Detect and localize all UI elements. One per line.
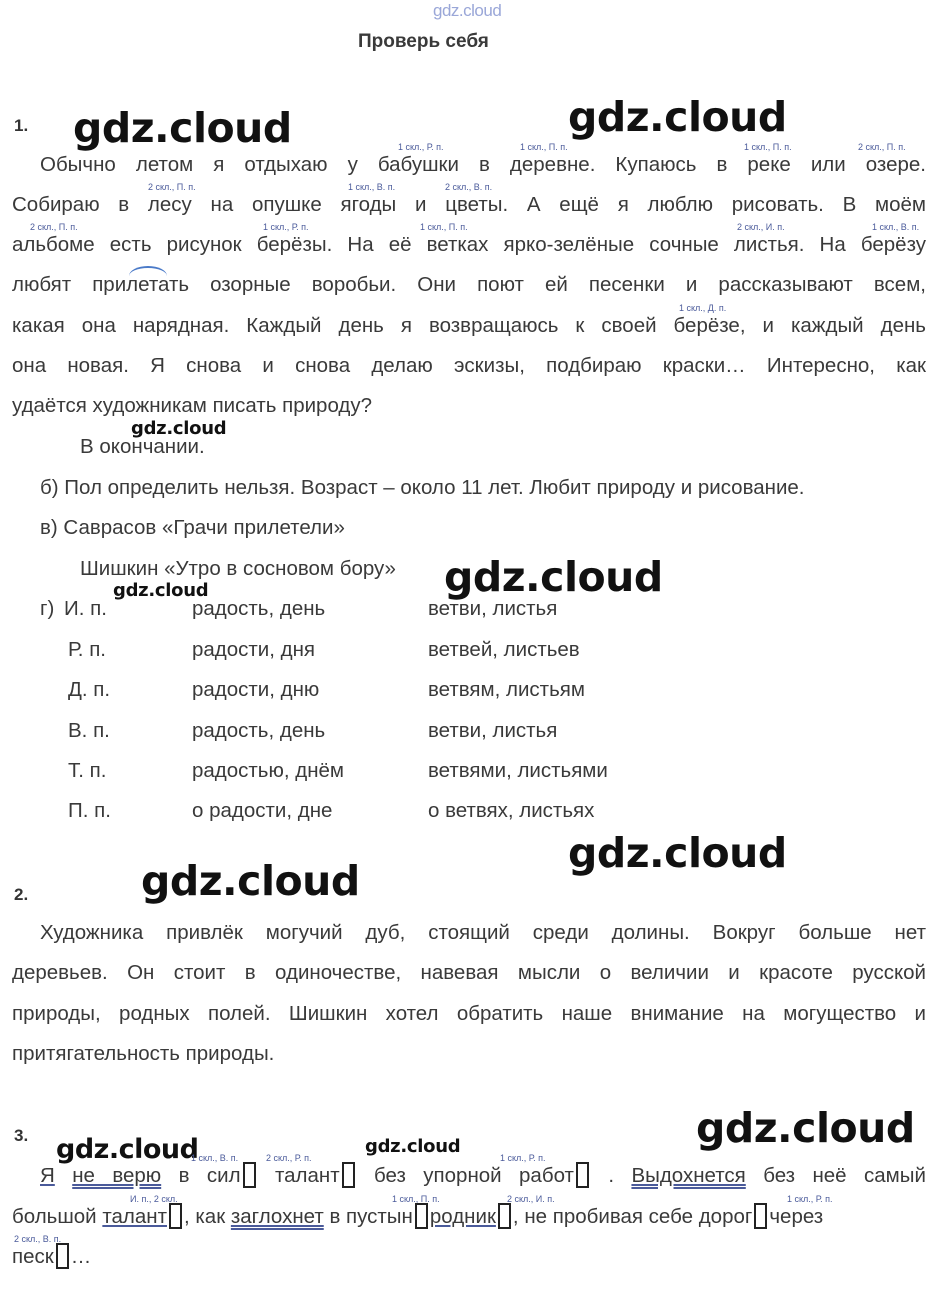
annotation: 2 скл., П. п.: [30, 222, 78, 232]
case-plural: о ветвях, листьях: [428, 799, 595, 822]
annotation: 1 скл., Р. п.: [263, 222, 309, 232]
case-singular: радость, день: [192, 597, 326, 620]
case-plural: ветви, листья: [428, 719, 558, 742]
case-label: Т. п.: [68, 759, 107, 782]
answer-v1: в) Саврасов «Грачи прилетели»: [40, 516, 345, 539]
subject-word: Я: [40, 1164, 55, 1187]
word: упорной: [423, 1164, 502, 1187]
word: без неё самый: [763, 1164, 926, 1187]
ending-box: [56, 1243, 69, 1269]
annotation: 1 скл., В. п.: [191, 1153, 239, 1163]
word: большой: [12, 1205, 97, 1228]
word-stem: работ: [519, 1164, 574, 1187]
annotation: 2 скл., И. п.: [737, 222, 785, 232]
predicate-word: Выдохнется: [631, 1164, 746, 1187]
text-line: Художника привлёк могучий дуб, стоящий среди долины. Вокруг больше нет: [40, 921, 926, 944]
watermark: gdz.cloud: [56, 1134, 199, 1165]
ending-box: [576, 1162, 589, 1188]
word-with-ending: [207, 1164, 258, 1187]
text-line: удаётся художникам писать природу?: [12, 394, 373, 417]
text-line: [12, 1242, 926, 1272]
watermark: gdz.cloud: [444, 553, 663, 601]
task-number: 3.: [14, 1126, 29, 1145]
text-line: какая она нарядная. Каждый день я возвращаюсь к своей берёзе, и каждый день: [12, 314, 926, 337]
word-stem: , не пробивая себе дорог: [512, 1205, 753, 1228]
subject-word: [102, 1205, 167, 1228]
answer-v2: Шишкин «Утро в сосновом бору»: [80, 557, 396, 580]
ending-box: [754, 1203, 767, 1229]
ending-box: [415, 1203, 428, 1229]
annotation: 2 скл., П. п.: [148, 182, 196, 192]
word-stem: в пустын: [329, 1205, 413, 1228]
word: в: [178, 1164, 190, 1187]
case-plural: ветвям, листьям: [428, 678, 585, 701]
word-stem: песк: [12, 1245, 54, 1268]
word-with-ending: [519, 1164, 591, 1187]
annotation: 1 скл., П. п.: [420, 222, 468, 232]
watermark: gdz.cloud: [131, 418, 227, 439]
annotation: И. п., 2 скл.: [130, 1194, 178, 1204]
punctuation: …: [70, 1245, 92, 1268]
annotation: 1 скл., Д. п.: [679, 303, 727, 313]
predicate-word: не верю: [72, 1164, 162, 1187]
case-label: П. п.: [68, 799, 111, 822]
word-with-ending: [275, 1164, 357, 1187]
predicate-word: заглохнет: [230, 1205, 324, 1228]
watermark: gdz.cloud: [73, 104, 292, 152]
case-singular: радостью, днём: [192, 759, 345, 782]
text-line: Обычно летом я отдыхаю у бабушки в деревне. Купаюсь в реке или озере.: [40, 153, 926, 176]
ending-box: [169, 1203, 182, 1229]
case-label: И. п.: [64, 597, 107, 620]
header-watermark: gdz.cloud: [433, 1, 502, 20]
text-line: [40, 1161, 926, 1191]
watermark: gdz.cloud: [113, 580, 209, 601]
annotation: 1 скл., П. п.: [520, 142, 568, 152]
case-singular: радости, дню: [192, 678, 320, 701]
text-line: она новая. Я снова и снова делаю эскизы, подбираю краски… Интересно, как: [12, 354, 926, 377]
case-label: Р. п.: [68, 638, 106, 661]
word: через: [769, 1205, 824, 1228]
punctuation: .: [608, 1164, 615, 1187]
word-stem: талант: [274, 1164, 340, 1187]
text-line: природы, родных полей. Шишкин хотел обратить наше внимание на могущество и: [12, 1002, 926, 1025]
ending-box: [498, 1203, 511, 1229]
word-stem: талант: [102, 1205, 167, 1228]
watermark: gdz.cloud: [568, 93, 787, 141]
case-label: Д. п.: [68, 678, 111, 701]
annotation: 1 скл., П. п.: [744, 142, 792, 152]
annotation: 2 скл., В. п.: [445, 182, 493, 192]
case-plural: ветвей, листьев: [428, 638, 580, 661]
case-label: В. п.: [68, 719, 110, 742]
text-line: [12, 1202, 926, 1232]
watermark: gdz.cloud: [365, 1136, 461, 1157]
word: без: [374, 1164, 406, 1187]
watermark: gdz.cloud: [568, 829, 787, 877]
ending-box: [243, 1162, 256, 1188]
annotation: 1 скл., В. п.: [348, 182, 396, 192]
text-line: Собираю в лесу на опушке ягоды и цветы. А ещё я люблю рисовать. В моём: [12, 193, 926, 216]
watermark: gdz.cloud: [141, 857, 360, 905]
case-singular: радость, день: [192, 719, 326, 742]
word-stem: сил: [206, 1164, 241, 1187]
annotation: 2 скл., Р. п.: [266, 1153, 312, 1163]
annotation: 1 скл., Р. п.: [787, 1194, 833, 1204]
case-plural: ветви, листья: [428, 597, 558, 620]
ending-box: [342, 1162, 355, 1188]
answer-g-prefix: г): [40, 597, 55, 620]
annotation: 2 скл., И. п.: [507, 1194, 555, 1204]
answer-a: В окончании.: [80, 435, 205, 458]
annotation: 1 скл., В. п.: [872, 222, 920, 232]
case-singular: радости, дня: [192, 638, 316, 661]
word: , как: [183, 1205, 226, 1228]
task-number: 1.: [14, 116, 29, 135]
case-singular: о радости, дне: [192, 799, 333, 822]
text-line: любят прилетать озорные воробьи. Они поют ей песенки и рассказывают всем,: [12, 273, 926, 296]
watermark: gdz.cloud: [696, 1104, 915, 1152]
annotation: 1 скл., Р. п.: [500, 1153, 546, 1163]
text-line: деревьев. Он стоит в одиночестве, навевая мысли о величии и красоте русской: [12, 961, 926, 984]
text-line: альбоме есть рисунок берёзы. На её ветках ярко-зелёные сочные листья. На берёзу: [12, 233, 926, 256]
annotation: 2 скл., П. п.: [858, 142, 906, 152]
text-line: притягательность природы.: [12, 1042, 275, 1065]
annotation: 2 скл., В. п.: [14, 1234, 62, 1244]
annotation: 1 скл., Р. п.: [398, 142, 444, 152]
task-number: 2.: [14, 885, 29, 904]
annotation: 1 скл., П. п.: [392, 1194, 440, 1204]
page-title: Проверь себя: [358, 31, 489, 52]
case-plural: ветвями, листьями: [428, 759, 608, 782]
answer-b: б) Пол определить нельзя. Возраст – около 11 лет. Любит природу и рисование.: [40, 476, 805, 499]
subject-word: родник: [429, 1205, 496, 1228]
